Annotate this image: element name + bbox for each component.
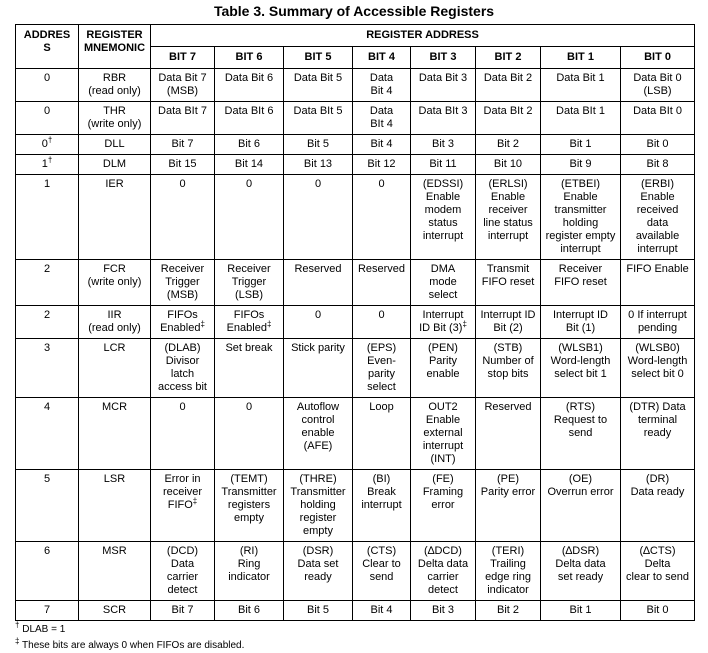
cell-text: Bit 7 [171, 604, 194, 616]
cell-text: Bit 14 [234, 158, 264, 170]
table-row [16, 306, 695, 339]
bit-1-cell [541, 175, 621, 260]
cell-text: (DTR) Data terminal ready [629, 401, 686, 439]
cell-text: Autoflow control enable (AFE) [296, 401, 340, 452]
cell-text: (FE) Framing error [422, 473, 464, 511]
bit-4-cell [353, 135, 411, 155]
cell-text: Bit 11 [429, 158, 457, 170]
cell-text: Bit 4 [370, 604, 393, 616]
bit-5-cell [284, 175, 353, 260]
cell-text: Bit 13 [303, 158, 333, 170]
footnote-mark: † [15, 620, 20, 630]
cell-text: (PE) Parity error [480, 473, 536, 498]
bit-1-cell [541, 470, 621, 542]
cell-text: (∆CTS) Delta clear to send [626, 545, 690, 583]
cell-text: (DLAB) Divisor latch access bit [158, 342, 207, 393]
table-row [16, 69, 695, 102]
bit-0-cell [621, 542, 695, 601]
cell-text: (ETBEI) Enable transmitter holding register empty interrupt [545, 178, 616, 255]
bit-2-cell [476, 135, 541, 155]
header-row-1 [16, 25, 695, 47]
cell-text: (RTS) Request to send [553, 401, 608, 439]
bit-1-cell [541, 542, 621, 601]
bit-1-cell [541, 398, 621, 470]
bit-2-cell [476, 69, 541, 102]
footnote-mark: ‡ [266, 319, 272, 329]
bit-6-cell [215, 69, 284, 102]
bit-2-cell [476, 260, 541, 306]
cell-text: Bit 8 [646, 158, 669, 170]
bit-3-cell [411, 470, 476, 542]
cell-text: 0 [179, 401, 186, 413]
address-value: 3 [43, 342, 51, 354]
footnote-mark: † [47, 155, 53, 165]
bit-3-cell [411, 135, 476, 155]
bit-1-cell [541, 135, 621, 155]
bit-2-cell [476, 102, 541, 135]
cell-text: FIFOs Enabled [160, 309, 201, 334]
bit-7-cell [151, 470, 215, 542]
bit-7-cell [151, 542, 215, 601]
cell-text: (WLSB1) Word-length select bit 1 [550, 342, 611, 380]
bit-5-cell [284, 542, 353, 601]
cell-text: Data BIt 3 [418, 105, 468, 117]
address-cell [16, 69, 79, 102]
bit-0-cell [621, 306, 695, 339]
bit-7-cell [151, 69, 215, 102]
bit-0-cell [621, 135, 695, 155]
bit-4-cell [353, 155, 411, 175]
bit-6-cell [215, 155, 284, 175]
cell-text: Reserved [357, 263, 406, 275]
bit-5-cell [284, 69, 353, 102]
bit-4-cell [353, 542, 411, 601]
bit-0-cell [621, 398, 695, 470]
mnemonic-cell: MCR [79, 398, 151, 470]
address-cell [16, 260, 79, 306]
cell-text: Data BIt 2 [483, 105, 533, 117]
bit-1-cell [541, 339, 621, 398]
cell-text: Data BIt 5 [293, 105, 343, 117]
cell-text: (TERI) Trailing edge ring indicator [485, 545, 531, 596]
address-value: 5 [43, 473, 51, 485]
cell-text: Stick parity [291, 342, 345, 354]
table-row [16, 601, 695, 621]
bit-6-cell [215, 398, 284, 470]
header-bit-7: BIT 7 [151, 47, 215, 69]
cell-text: Data BIt 1 [556, 105, 605, 117]
bit-6-cell [215, 601, 284, 621]
bit-0-cell [621, 175, 695, 260]
cell-text: Data BIt 0 [633, 105, 682, 117]
bit-5-cell [284, 470, 353, 542]
bit-4-cell [353, 601, 411, 621]
bit-7-cell [151, 155, 215, 175]
cell-text: Data Bit 7 (MSB) [158, 72, 207, 97]
cell-text: 0 [378, 309, 385, 321]
cell-text: Data Bit 3 [418, 72, 468, 84]
bit-0-cell [621, 601, 695, 621]
cell-text: Bit 6 [237, 138, 260, 150]
bit-6-cell [215, 175, 284, 260]
mnemonic-cell: SCR [79, 601, 151, 621]
cell-text: Bit 3 [431, 604, 454, 616]
address-cell [16, 601, 79, 621]
bit-5-cell [284, 398, 353, 470]
cell-text: (WLSB0) Word-length select bit 0 [627, 342, 688, 380]
bit-7-cell [151, 306, 215, 339]
header-address: ADDRES S [16, 25, 79, 69]
cell-text: Data Bit 4 [369, 72, 394, 97]
table-row [16, 135, 695, 155]
cell-text: Bit 1 [569, 604, 592, 616]
footnote-mark: ‡ [200, 319, 205, 329]
bit-5-cell [284, 601, 353, 621]
bit-2-cell [476, 339, 541, 398]
bit-6-cell [215, 260, 284, 306]
register-summary-table [15, 24, 695, 621]
cell-text: Data BIt 6 [224, 105, 274, 117]
cell-text: 0 [179, 178, 186, 190]
mnemonic-cell: RBR (read only) [79, 69, 151, 102]
cell-text: (DR) Data ready [630, 473, 685, 498]
cell-text: FIFO Enable [626, 263, 689, 275]
bit-2-cell [476, 155, 541, 175]
cell-text: Bit 12 [367, 158, 396, 170]
address-cell [16, 470, 79, 542]
bit-0-cell [621, 69, 695, 102]
cell-text: (THRE) Transmitter holding register empty [290, 473, 346, 537]
bit-3-cell [411, 102, 476, 135]
cell-text: FIFOs Enabled [226, 309, 267, 334]
mnemonic-cell: DLL [79, 135, 151, 155]
address-value: 1 [41, 158, 48, 170]
cell-text: Bit 0 [646, 604, 669, 616]
cell-text: Bit 3 [431, 138, 454, 150]
bit-6-cell [215, 135, 284, 155]
bit-3-cell [411, 601, 476, 621]
address-cell [16, 542, 79, 601]
mnemonic-cell: LCR [79, 339, 151, 398]
footnote-mark: ‡ [192, 496, 198, 506]
cell-text: 0 [314, 178, 322, 190]
cell-text: (ERLSI) Enable receiver line status interrupt [483, 178, 533, 242]
bit-3-cell [411, 69, 476, 102]
bit-0-cell [621, 155, 695, 175]
cell-text: Receiver Trigger (MSB) [160, 263, 205, 301]
header-bit-5: BIT 5 [284, 47, 353, 69]
bit-2-cell [476, 306, 541, 339]
table-title: Table 3. Summary of Accessible Registers [213, 3, 495, 19]
bit-4-cell [353, 260, 411, 306]
cell-text: Interrupt ID Bit (3) [419, 309, 464, 334]
bit-2-cell [476, 470, 541, 542]
bit-3-cell [411, 339, 476, 398]
footnote-text: DLAB = 1 [19, 624, 66, 635]
address-cell [16, 339, 79, 398]
bit-4-cell [353, 175, 411, 260]
cell-text: Bit 0 [646, 138, 669, 150]
bit-1-cell [541, 306, 621, 339]
cell-text: 0 [245, 178, 253, 190]
table-row [16, 542, 695, 601]
mnemonic-cell: IER [79, 175, 151, 260]
bit-6-cell [215, 339, 284, 398]
cell-text: (∆DCD) Delta data carrier detect [417, 545, 469, 596]
address-value: 0 [43, 72, 51, 84]
bit-1-cell [541, 155, 621, 175]
table-row [16, 260, 695, 306]
cell-text: Bit 2 [496, 604, 519, 616]
cell-text: Data BIt 7 [158, 105, 207, 117]
cell-text: Reserved [484, 401, 532, 413]
cell-text: Loop [369, 401, 394, 413]
bit-3-cell [411, 260, 476, 306]
cell-text: (STB) Number of stop bits [482, 342, 534, 380]
table-row [16, 470, 695, 542]
bit-1-cell [541, 260, 621, 306]
bit-3-cell [411, 155, 476, 175]
bit-5-cell [284, 155, 353, 175]
bit-0-cell [621, 339, 695, 398]
cell-text: 0 If interrupt pending [628, 309, 687, 334]
cell-text: (DCD) Data carrier detect [166, 545, 199, 596]
bit-3-cell [411, 542, 476, 601]
bit-7-cell [151, 601, 215, 621]
cell-text: (EDSSI) Enable modem status interrupt [422, 178, 464, 242]
mnemonic-cell: DLM [79, 155, 151, 175]
cell-text: Transmit FIFO reset [481, 263, 535, 288]
cell-text: (ERBI) Enable received data available interrupt [635, 178, 680, 255]
cell-text: Interrupt ID Bit (1) [552, 309, 609, 334]
cell-text: Set break [225, 342, 273, 354]
bit-7-cell [151, 102, 215, 135]
cell-text: (∆DSR) Delta data set ready [555, 545, 606, 583]
header-bit-0: BIT 0 [621, 47, 695, 69]
footnote-mark: ‡ [462, 319, 467, 329]
cell-text: Reserved [294, 263, 342, 275]
bit-6-cell [215, 542, 284, 601]
cell-text: Bit 5 [306, 604, 329, 616]
table-row [16, 155, 695, 175]
bit-5-cell [284, 306, 353, 339]
address-cell [16, 102, 79, 135]
header-bit-2: BIT 2 [476, 47, 541, 69]
cell-text: (RI) Ring indicator [228, 545, 270, 583]
header-bit-3: BIT 3 [411, 47, 476, 69]
cell-text: Data Bit 2 [483, 72, 533, 84]
footnote-mark: ‡ [15, 636, 20, 646]
mnemonic-cell: IIR (read only) [79, 306, 151, 339]
footnotes [0, 620, 708, 653]
mnemonic-cell: LSR [79, 470, 151, 542]
footnote-mark: † [47, 135, 53, 145]
bit-0-cell [621, 260, 695, 306]
header-mnemonic: REGISTER MNEMONIC [79, 25, 151, 69]
bit-5-cell [284, 102, 353, 135]
bit-5-cell [284, 339, 353, 398]
bit-4-cell [353, 470, 411, 542]
bit-3-cell [411, 175, 476, 260]
cell-text: Bit 15 [168, 158, 197, 170]
bit-4-cell [353, 398, 411, 470]
bit-7-cell [151, 339, 215, 398]
address-value: 2 [43, 309, 51, 321]
cell-text: Bit 10 [493, 158, 523, 170]
cell-text: Bit 6 [237, 604, 260, 616]
bit-6-cell [215, 306, 284, 339]
cell-text: Data BIt 4 [369, 105, 394, 130]
cell-text: 0 [314, 309, 322, 321]
address-value: 6 [43, 545, 51, 557]
header-bit-1: BIT 1 [541, 47, 621, 69]
bit-5-cell [284, 135, 353, 155]
bit-6-cell [215, 470, 284, 542]
cell-text: Data Bit 0 (LSB) [633, 72, 682, 97]
address-cell [16, 306, 79, 339]
address-value: 2 [43, 263, 51, 275]
bit-3-cell [411, 398, 476, 470]
bit-7-cell [151, 175, 215, 260]
bit-1-cell [541, 102, 621, 135]
cell-text: Receiver Trigger (LSB) [227, 263, 271, 301]
bit-3-cell [411, 306, 476, 339]
address-cell [16, 175, 79, 260]
bit-2-cell [476, 398, 541, 470]
mnemonic-cell: THR (write only) [79, 102, 151, 135]
cell-text: Bit 1 [569, 138, 592, 150]
address-value: 0 [41, 138, 48, 150]
cell-text: OUT2 Enable external interrupt (INT) [422, 401, 464, 465]
cell-text: (CTS) Clear to send [362, 545, 401, 583]
bit-4-cell [353, 102, 411, 135]
cell-text: (DSR) Data set ready [297, 545, 339, 583]
cell-text: Receiver FIFO reset [554, 263, 607, 288]
cell-text: (OE) Overrun error [547, 473, 614, 498]
cell-text: Interrupt ID Bit (2) [480, 309, 536, 334]
bit-5-cell [284, 260, 353, 306]
footnote-text: These bits are always 0 when FIFOs are disabled. [19, 640, 245, 651]
header-register-address: REGISTER ADDRESS [151, 25, 695, 47]
bit-4-cell [353, 306, 411, 339]
bit-2-cell [476, 601, 541, 621]
bit-2-cell [476, 175, 541, 260]
address-cell [16, 155, 79, 175]
bit-1-cell [541, 69, 621, 102]
cell-text: (TEMT) Transmitter registers empty [221, 473, 277, 524]
address-cell [16, 398, 79, 470]
table-row [16, 339, 695, 398]
cell-text: DMA mode select [428, 263, 458, 301]
cell-text: Bit 9 [569, 158, 592, 170]
cell-text: Error in receiver FIFO [162, 473, 203, 511]
bit-4-cell [353, 69, 411, 102]
cell-text: 0 [378, 178, 385, 190]
bit-7-cell [151, 135, 215, 155]
address-value: 0 [43, 105, 51, 117]
cell-text: Bit 4 [370, 138, 393, 150]
cell-text: Bit 7 [171, 138, 194, 150]
cell-text: Data Bit 5 [293, 72, 343, 84]
header-bit-4: BIT 4 [353, 47, 411, 69]
cell-text: (BI) Break interrupt [361, 473, 402, 511]
address-value: 4 [43, 401, 51, 413]
cell-text: Bit 2 [496, 138, 519, 150]
bit-0-cell [621, 102, 695, 135]
table-row [16, 102, 695, 135]
cell-text: (EPS) Even- parity select [366, 342, 397, 393]
address-value: 1 [43, 178, 51, 190]
table-row [16, 398, 695, 470]
bit-0-cell [621, 470, 695, 542]
cell-text: Data Bit 6 [224, 72, 274, 84]
cell-text: Data Bit 1 [556, 72, 605, 84]
bit-2-cell [476, 542, 541, 601]
bit-4-cell [353, 339, 411, 398]
address-cell [16, 135, 79, 155]
bit-7-cell [151, 260, 215, 306]
footnote [15, 636, 708, 653]
mnemonic-cell: FCR (write only) [79, 260, 151, 306]
cell-text: (PEN) Parity enable [426, 342, 460, 380]
header-bit-6: BIT 6 [215, 47, 284, 69]
bit-6-cell [215, 102, 284, 135]
cell-text: Bit 5 [306, 138, 329, 150]
cell-text: 0 [245, 401, 253, 413]
table-row [16, 175, 695, 260]
bit-7-cell [151, 398, 215, 470]
bit-1-cell [541, 601, 621, 621]
address-value: 7 [43, 604, 51, 616]
mnemonic-cell: MSR [79, 542, 151, 601]
